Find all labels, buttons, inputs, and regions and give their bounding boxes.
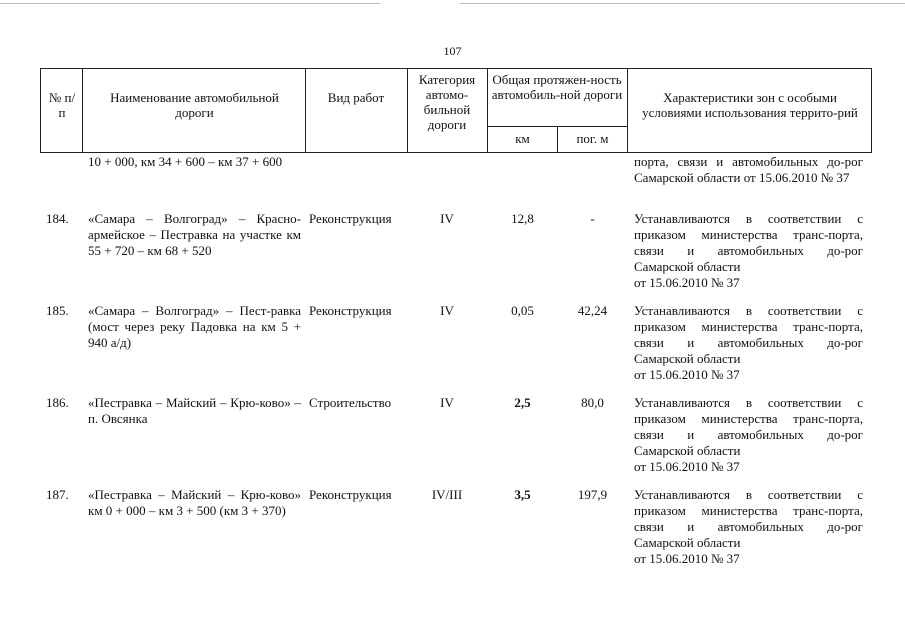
length-km: 0,05 (511, 303, 534, 318)
scan-edge-line-right (460, 3, 905, 4)
road-category: IV (440, 395, 454, 410)
road-category: IV (440, 211, 454, 226)
characteristics-text: Устанавливаются в соответствии с приказом министерства транс-порта, связи и автомобильных до-рог Самарской области (634, 395, 863, 458)
road-name: «Пестравка – Майский – Крю-ково» км 0 + 000 – км 3 + 500 (км 3 + 370) (88, 487, 301, 518)
length-km: 3,5 (514, 487, 531, 502)
length-km: 2,5 (514, 395, 531, 410)
characteristics-order-date: от 15.06.2010 № 37 (634, 551, 740, 566)
zone-characteristics (634, 395, 863, 475)
header-number: № п/п (48, 90, 76, 120)
zone-characteristics: порта, связи и автомобильных до-рог Самарской области от 15.06.2010 № 37 (634, 154, 863, 185)
characteristics-order-date: от 15.06.2010 № 37 (634, 459, 740, 474)
characteristics-order-date: от 15.06.2010 № 37 (634, 367, 740, 382)
header-category: Категория автомо-бильной дороги (418, 72, 476, 132)
header-divider (627, 68, 628, 152)
length-pog-m: 197,9 (577, 487, 608, 502)
header-km: км (515, 131, 530, 146)
row-number: 184. (46, 211, 69, 226)
header-divider (407, 68, 408, 152)
characteristics-text: Устанавливаются в соответствии с приказом министерства транс-порта, связи и автомобильных до-рог Самарской области (634, 303, 863, 366)
work-type: Реконструкция (309, 303, 392, 318)
characteristics-order-date: от 15.06.2010 № 37 (634, 275, 740, 290)
zone-characteristics (634, 303, 863, 383)
header-pog-m: пог. м (576, 131, 609, 146)
row-number: 185. (46, 303, 69, 318)
length-pog-m: - (590, 211, 595, 226)
header-road-name: Наименование автомобильной дороги (110, 90, 279, 120)
road-name: 10 + 000, км 34 + 600 – км 37 + 600 (88, 154, 283, 169)
header-divider (305, 68, 306, 152)
work-type: Реконструкция (309, 487, 392, 502)
row-number: 187. (46, 487, 69, 502)
header-subdivider (487, 126, 627, 127)
characteristics-text: Устанавливаются в соответствии с приказом министерства транс-порта, связи и автомобильных до-рог Самарской области (634, 211, 863, 274)
header-work-type: Вид работ (327, 90, 385, 105)
road-name: «Пестравка – Майский – Крю-ково» – п. Овсянка (88, 395, 301, 426)
length-pog-m: 80,0 (581, 395, 604, 410)
road-category: IV/III (431, 487, 463, 502)
page-number: 107 (443, 44, 462, 58)
length-pog-m: 42,24 (577, 303, 608, 318)
row-number: 186. (46, 395, 69, 410)
work-type: Строительство (309, 395, 392, 410)
road-name: «Самара – Волгоград» – Пест-равка (мост через реку Падовка на км 5 + 940 а/д) (88, 303, 301, 350)
work-type: Реконструкция (309, 211, 392, 226)
length-km: 12,8 (511, 211, 534, 226)
header-divider (82, 68, 83, 152)
road-category: IV (440, 303, 454, 318)
zone-characteristics (634, 211, 863, 291)
header-characteristics: Характеристики зон с особыми условиями использования террито-рий (642, 90, 858, 120)
scan-edge-line-left (0, 3, 380, 4)
zone-characteristics (634, 487, 863, 567)
road-name: «Самара – Волгоград» – Красно-армейское – Пестравка на участке км 55 + 720 – км 68 + 520 (88, 211, 301, 258)
header-total-length: Общая протяжен-ность автомобиль-ной дороги (491, 72, 623, 102)
characteristics-text: Устанавливаются в соответствии с приказом министерства транс-порта, связи и автомобильных до-рог Самарской области (634, 487, 863, 550)
